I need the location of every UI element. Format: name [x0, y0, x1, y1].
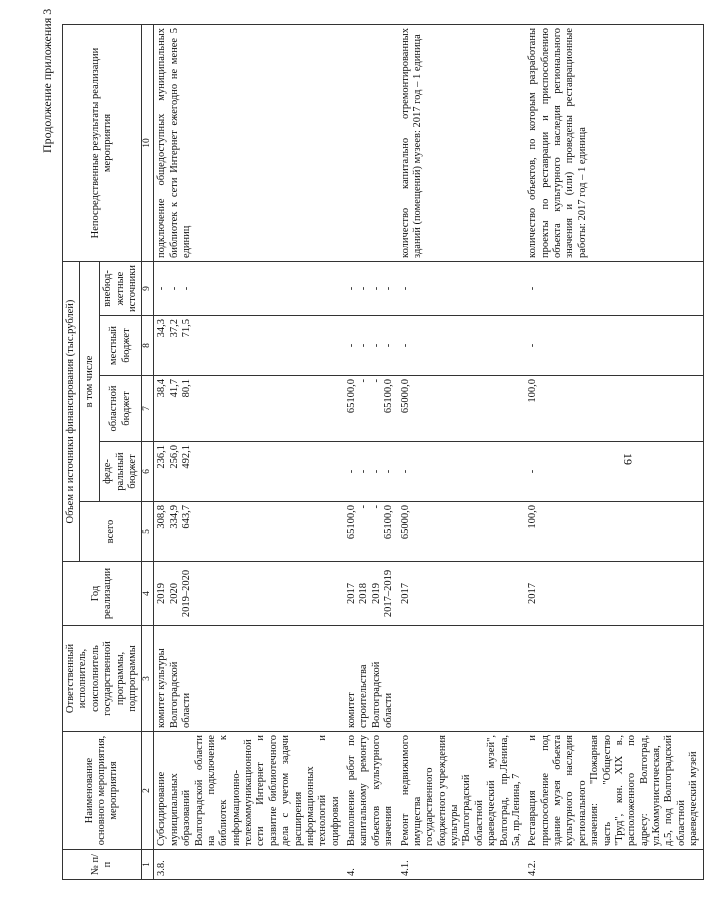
funding-table [62, 24, 704, 880]
row-federal: 236,1 256,0 492,1 [154, 442, 344, 502]
header-funding: Объем и источники финансирования (тыс.рублей) [63, 262, 80, 562]
header-federal: феде-ральный бюджет [100, 442, 142, 502]
row-local: 34,3 37,2 71,5 [154, 316, 344, 376]
col-number: 6 [142, 442, 154, 502]
row-name: Выполнение работ по капитальному ремонту объектов культурного значения [344, 732, 398, 850]
row-local: - [525, 316, 703, 376]
header-total: всего [80, 502, 142, 562]
row-years: 2019 2020 2019–2020 [154, 562, 344, 626]
row-number: 3.8. [154, 850, 344, 880]
row-local: - [398, 316, 526, 376]
row-offbudget: - [398, 262, 526, 316]
row-executor [525, 626, 703, 732]
table-row [398, 25, 526, 880]
row-result [344, 25, 398, 262]
table-row [154, 25, 344, 880]
row-regional: 38,4 41,7 80,1 [154, 376, 344, 442]
row-years: 2017 2018 2019 2017–2019 [344, 562, 398, 626]
row-years: 2017 [525, 562, 703, 626]
col-number: 3 [142, 626, 154, 732]
col-number: 4 [142, 562, 154, 626]
header-results: Непосредственные результаты реализации мероприятия [63, 25, 142, 262]
row-executor: комитет строительства Волгоградской области [344, 626, 398, 732]
continuation-title: Продолжение приложения 3 [40, 8, 54, 153]
row-local: - - - - [344, 316, 398, 376]
col-number: 10 [142, 25, 154, 262]
row-name: Субсидирование муниципальных образований Волгоградской области на подключение библиотек к информационно-телекоммуникационной сети Интернет и развитие библиотечного дела с учетом задачи расширения информационных технологий и оцифровки [154, 732, 344, 850]
header-name: Наименование основного мероприятия, мероприятия [63, 732, 142, 850]
row-regional: 65100,0 - - 65100,0 [344, 376, 398, 442]
row-regional: 100,0 [525, 376, 703, 442]
row-executor [398, 626, 526, 732]
row-number: 4. [344, 850, 398, 880]
col-number: 7 [142, 376, 154, 442]
row-federal: - [525, 442, 703, 502]
header-year: Год реализации [63, 562, 142, 626]
row-offbudget: - - - [154, 262, 344, 316]
row-result: количество объектов, по которым разработаны проекты по реставрации и приспособлению объекта культурного наследия регионального значения и (или) проведены реставрационные работы: 2017 год – 1 единица [525, 25, 703, 262]
row-total: 65100,0 - - 65100,0 [344, 502, 398, 562]
row-federal: - - - - [344, 442, 398, 502]
row-name: Ремонт недвижимого имущества государственного бюджетного учреждения культуры "Волгоградский областной краеведческий музей", Волгоград, пр.Ленина, 5а, пр.Ленина, 7 [398, 732, 526, 850]
row-executor: комитет культуры Волгоградской области [154, 626, 344, 732]
row-federal: - [398, 442, 526, 502]
row-total: 100,0 [525, 502, 703, 562]
row-years: 2017 [398, 562, 526, 626]
table-row [525, 25, 703, 880]
row-result: количество капитально отремонтированных зданий (помещений) музеев: 2017 год – 1 единица [398, 25, 526, 262]
table-row [344, 25, 398, 880]
header-offbudget: внебюд-жетные источники [100, 262, 142, 316]
header-executor: Ответственный исполнитель, соисполнитель государственной программы, подпрограммы [63, 626, 142, 732]
row-name: Реставрация и приспособление под здание музея объекта культурного наследия регионального значения: "Пожарная часть "Общество "Труд", кон. XIX в., расположенного по адресу: Волгоград, ул.Коммунистическая, д.5, под Волгоградский областной краеведческий музей [525, 732, 703, 850]
header-regional: областной бюджет [100, 376, 142, 442]
col-number: 5 [142, 502, 154, 562]
row-number: 4.2. [525, 850, 703, 880]
row-number: 4.1. [398, 850, 526, 880]
col-number: 1 [142, 850, 154, 880]
col-number: 2 [142, 732, 154, 850]
header-including: в том числе [80, 262, 100, 502]
row-offbudget: - [525, 262, 703, 316]
row-result: подключение общедоступных муниципальных библиотек к сети Интернет ежегодно не менее 5 единиц [154, 25, 344, 262]
col-number: 9 [142, 262, 154, 316]
row-regional: 65000,0 [398, 376, 526, 442]
header-no: № п/п [63, 850, 142, 880]
row-offbudget: - - - - [344, 262, 398, 316]
header-local: местный бюджет [100, 316, 142, 376]
page-number: 19 [621, 453, 635, 465]
row-total: 65000,0 [398, 502, 526, 562]
col-number: 8 [142, 316, 154, 376]
row-total: 308,8 334,9 643,7 [154, 502, 344, 562]
